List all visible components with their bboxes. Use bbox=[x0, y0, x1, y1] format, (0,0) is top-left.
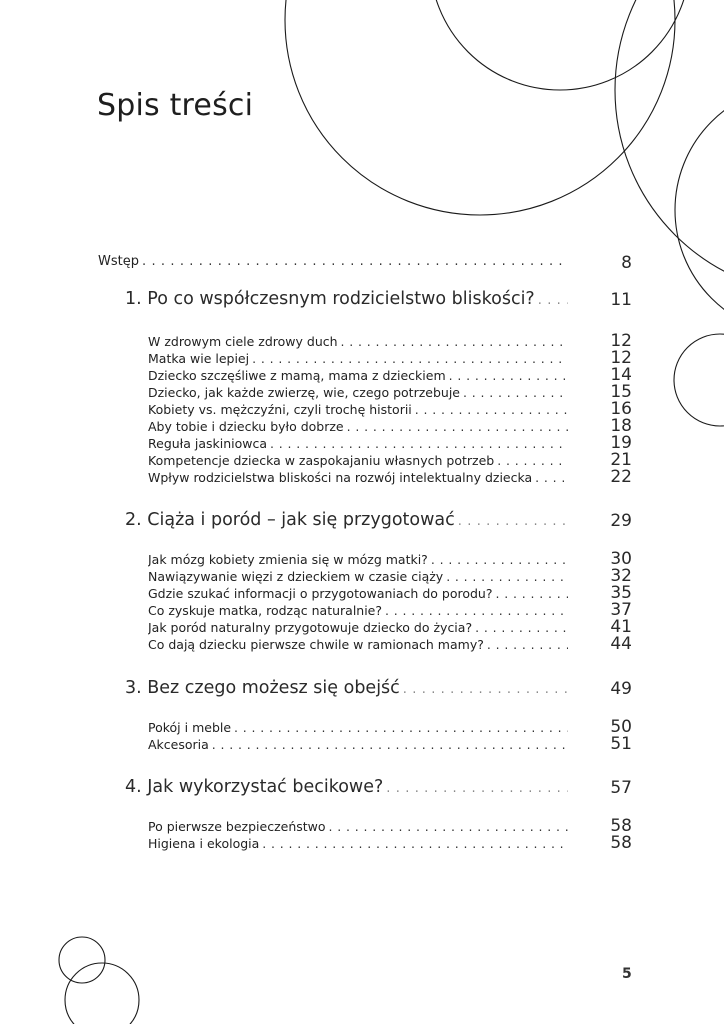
toc-subentry-label: Akcesoria bbox=[148, 737, 209, 752]
leader-dots bbox=[497, 453, 568, 468]
leader-dots bbox=[535, 470, 568, 485]
toc-subentry-page: 19 bbox=[610, 433, 632, 453]
deco-circle bbox=[430, 0, 690, 90]
toc-subentry-label: Jak mózg kobiety zmienia się w mózg matki? bbox=[148, 552, 428, 567]
toc-entry-page: 8 bbox=[621, 253, 632, 273]
toc-subentry-page: 50 bbox=[610, 717, 632, 737]
toc-subentry-page: 37 bbox=[610, 600, 632, 620]
toc-entry-intro[interactable] bbox=[98, 254, 568, 269]
toc-subentry-page: 12 bbox=[610, 348, 632, 368]
toc-subentry-label: Po pierwsze bezpieczeństwo bbox=[148, 819, 326, 834]
toc-chapter-1[interactable] bbox=[125, 289, 568, 309]
toc-subentry-page: 30 bbox=[610, 549, 632, 569]
toc-subentry-label: Gdzie szukać informacji o przygotowaniach do porodu? bbox=[148, 586, 493, 601]
toc-subentry-page: 58 bbox=[610, 816, 632, 836]
leader-dots bbox=[329, 819, 568, 834]
toc-subentry-page: 18 bbox=[610, 416, 632, 436]
page-number: 5 bbox=[622, 966, 632, 982]
toc-subentry[interactable] bbox=[148, 368, 568, 383]
deco-circle bbox=[615, 0, 724, 295]
leader-dots bbox=[142, 254, 568, 269]
toc-subentry-page: 21 bbox=[610, 450, 632, 470]
deco-circle bbox=[674, 334, 724, 426]
toc-subentry[interactable] bbox=[148, 453, 568, 468]
toc-chapter-page: 29 bbox=[610, 511, 632, 531]
leader-dots bbox=[463, 385, 568, 400]
toc-chapter-label: 1. Po co współczesnym rodzicielstwo bliskości? bbox=[125, 289, 535, 309]
toc-chapter-page: 11 bbox=[610, 290, 632, 310]
toc-subentry-page: 41 bbox=[610, 617, 632, 637]
toc-subentry-page: 51 bbox=[610, 734, 632, 754]
toc-subentry[interactable] bbox=[148, 637, 568, 652]
toc-subentry-page: 15 bbox=[610, 382, 632, 402]
leader-dots bbox=[234, 720, 568, 735]
toc-subentry-page: 58 bbox=[610, 833, 632, 853]
leader-dots bbox=[270, 436, 568, 451]
toc-subentry-page: 32 bbox=[610, 566, 632, 586]
leader-dots bbox=[458, 514, 568, 529]
leader-dots bbox=[415, 402, 568, 417]
leader-dots bbox=[487, 637, 568, 652]
leader-dots bbox=[449, 368, 568, 383]
toc-chapter-page: 57 bbox=[610, 778, 632, 798]
toc-subentry[interactable] bbox=[148, 385, 568, 400]
leader-dots bbox=[446, 569, 568, 584]
toc-subentry-label: W zdrowym ciele zdrowy duch bbox=[148, 334, 338, 349]
leader-dots bbox=[403, 682, 568, 697]
toc-subentry-label: Kobiety vs. mężczyźni, czyli trochę historii bbox=[148, 402, 412, 417]
leader-dots bbox=[341, 334, 568, 349]
toc-subentry[interactable] bbox=[148, 603, 568, 618]
deco-circle bbox=[59, 937, 105, 983]
toc-chapter-4[interactable] bbox=[125, 777, 568, 797]
page-title: Spis treści bbox=[97, 88, 254, 123]
leader-dots bbox=[252, 351, 568, 366]
toc-subentry-page: 35 bbox=[610, 583, 632, 603]
toc-subentry[interactable] bbox=[148, 569, 568, 584]
decorative-circles-bottom-left bbox=[59, 937, 139, 1024]
toc-subentry-label: Nawiązywanie więzi z dzieckiem w czasie ciąży bbox=[148, 569, 444, 584]
leader-dots bbox=[431, 552, 568, 567]
leader-dots bbox=[495, 586, 568, 601]
toc-subentry[interactable] bbox=[148, 419, 568, 434]
toc-chapter-label: 3. Bez czego możesz się obejść bbox=[125, 678, 400, 698]
toc-subentry-label: Aby tobie i dziecku było dobrze bbox=[148, 419, 344, 434]
leader-dots bbox=[347, 419, 568, 434]
toc-subentry-label: Higiena i ekologia bbox=[148, 836, 260, 851]
toc-subentry[interactable] bbox=[148, 720, 568, 735]
toc-chapter-page: 49 bbox=[610, 679, 632, 699]
toc-subentry[interactable] bbox=[148, 737, 568, 752]
deco-circle bbox=[285, 0, 675, 215]
toc-subentry-label: Dziecko, jak każde zwierzę, wie, czego potrzebuje bbox=[148, 385, 460, 400]
toc-subentry-label: Co zyskuje matka, rodząc naturalnie? bbox=[148, 603, 383, 618]
leader-dots bbox=[386, 781, 568, 796]
toc-entry-label: Wstęp bbox=[98, 254, 139, 269]
toc-chapter-2[interactable] bbox=[125, 510, 568, 530]
toc-subentry-label: Matka wie lepiej bbox=[148, 351, 250, 366]
toc-subentry[interactable] bbox=[148, 402, 568, 417]
toc-subentry[interactable] bbox=[148, 586, 568, 601]
toc-subentry-page: 14 bbox=[610, 365, 632, 385]
toc-subentry-label: Wpływ rodzicielstwa bliskości na rozwój intelektualny dziecka bbox=[148, 470, 533, 485]
toc-subentry[interactable] bbox=[148, 819, 568, 834]
toc-subentry[interactable] bbox=[148, 334, 568, 349]
toc-chapter-label: 2. Ciąża i poród – jak się przygotować bbox=[125, 510, 455, 530]
toc-subentry-page: 22 bbox=[610, 467, 632, 487]
leader-dots bbox=[212, 737, 568, 752]
toc-subentry[interactable] bbox=[148, 552, 568, 567]
leader-dots bbox=[262, 836, 568, 851]
toc-chapter-3[interactable] bbox=[125, 678, 568, 698]
deco-circle bbox=[65, 963, 139, 1024]
leader-dots bbox=[385, 603, 568, 618]
toc-subentry-label: Reguła jaskiniowca bbox=[148, 436, 268, 451]
toc-subentry-label: Pokój i meble bbox=[148, 720, 232, 735]
deco-circle bbox=[675, 85, 724, 335]
toc-subentry-label: Kompetencje dziecka w zaspokajaniu własnych potrzeb bbox=[148, 453, 495, 468]
toc-subentry-label: Jak poród naturalny przygotowuje dziecko do życia? bbox=[148, 620, 473, 635]
toc-subentry-page: 44 bbox=[610, 634, 632, 654]
toc-subentry[interactable] bbox=[148, 470, 568, 485]
toc-subentry-page: 12 bbox=[610, 331, 632, 351]
toc-subentry[interactable] bbox=[148, 351, 568, 366]
toc-subentry[interactable] bbox=[148, 836, 568, 851]
toc-chapter-label: 4. Jak wykorzystać becikowe? bbox=[125, 777, 384, 797]
toc-subentry-label: Co dają dziecku pierwsze chwile w ramionach mamy? bbox=[148, 637, 484, 652]
toc-subentry[interactable] bbox=[148, 620, 568, 635]
toc-subentry[interactable] bbox=[148, 436, 568, 451]
leader-dots bbox=[475, 620, 568, 635]
leader-dots bbox=[538, 293, 568, 308]
toc-subentry-page: 16 bbox=[610, 399, 632, 419]
toc-subentry-label: Dziecko szczęśliwe z mamą, mama z dzieckiem bbox=[148, 368, 446, 383]
